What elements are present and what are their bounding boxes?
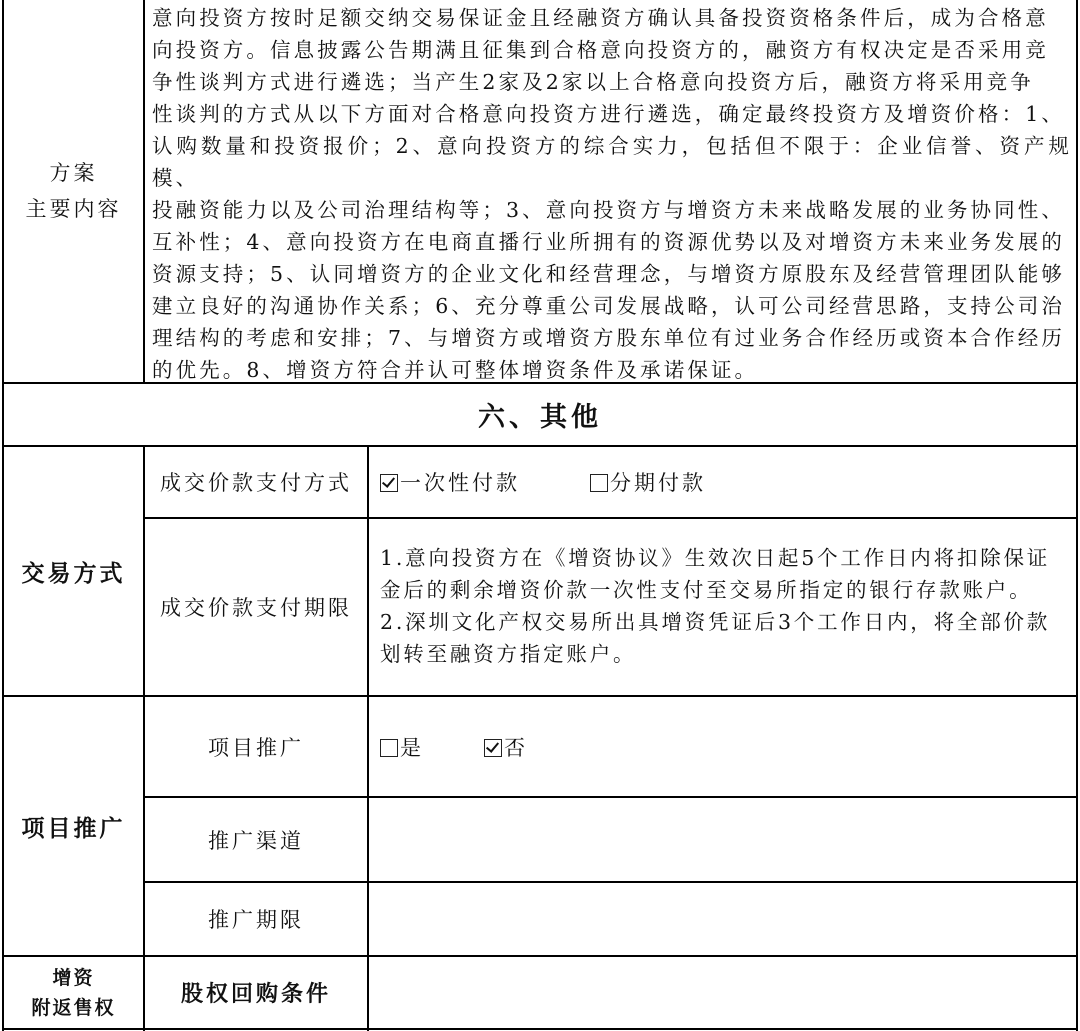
channel-label: 推广渠道 [208, 828, 304, 853]
plan-line: 的优先。8、增资方符合并认可整体增资条件及承诺保证。 [152, 358, 759, 382]
plan-line: 资源支持；5、认同增资方的企业文化和经营理念，与增资方原股东及经营管理团队能够 [152, 262, 1065, 286]
period-value [380, 883, 1070, 955]
plan-line: 互补性；4、意向投资方在电商直播行业所拥有的资源优势以及对增资方未来业务发展的 [152, 230, 1065, 254]
deadline-line: 1.意向投资方在《增资协议》生效次日起5个工作日内将扣除保证 [380, 546, 1051, 570]
unchecked-box-icon [380, 739, 398, 757]
option-installment[interactable]: 分期付款 [590, 467, 706, 497]
plan-line: 理结构的考虑和安排；7、与增资方或增资方股东单位有过业务合作经历或资本合作经历 [152, 326, 1065, 350]
plan-line: 争性谈判方式进行遴选；当产生2家及2家以上合格意向投资方后，融资方将采用竞争 [152, 70, 1034, 94]
unchecked-box-icon [590, 474, 608, 492]
plan-content [152, 2, 1072, 386]
plan-line: 认购数量和投资报价；2、意向投资方的综合实力，包括但不限于：企业信誉、资产规模、 [152, 134, 1072, 190]
table-border-right [1076, 0, 1078, 1031]
plan-label-line1: 方案 [49, 161, 98, 185]
payment-deadline-content [380, 542, 1070, 670]
promotion-label: 项目推广 [21, 814, 126, 842]
section-title-text: 六、其他 [478, 402, 602, 433]
payment-deadline-label: 成交价款支付期限 [160, 596, 352, 620]
plan-label-line2: 主要内容 [25, 197, 122, 221]
col-divider-2 [367, 445, 369, 1031]
project-promotion-options [380, 697, 1070, 796]
option-yes[interactable]: 是 [380, 732, 484, 762]
plan-line: 意向投资方按时足额交纳交易保证金且经融资方确认具备投资资格条件后，成为合格意 [152, 6, 1049, 30]
buyback-condition-value [380, 957, 1070, 1028]
option-lump-sum[interactable]: 一次性付款 [380, 467, 590, 497]
payment-method-label: 成交价款支付方式 [160, 471, 352, 495]
plan-line: 投融资能力以及公司治理结构等；3、意向投资方与增资方未来战略发展的业务协同性、 [152, 198, 1065, 222]
period-label: 推广期限 [208, 908, 304, 932]
plan-line: 向投资方。信息披露公告期满且征集到合格意向投资方的，融资方有权决定是否采用竞 [152, 38, 1049, 62]
plan-divider [143, 0, 145, 383]
checked-box-icon [380, 474, 398, 492]
plan-label [4, 0, 143, 382]
plan-line: 性谈判的方式从以下方面对合格意向投资方进行遴选，确定最终投资方及增资价格：1、 [152, 102, 1065, 126]
deadline-line: 划转至融资方指定账户。 [380, 642, 637, 666]
payment-method-options [380, 447, 1070, 517]
table-border-bottom [2, 1028, 1078, 1030]
transaction-label: 交易方式 [21, 559, 126, 587]
deadline-line: 2.深圳文化产权交易所出具增资凭证后3个工作日内，将全部价款 [380, 610, 1051, 634]
option-no[interactable]: 否 [484, 732, 528, 762]
buyback-condition-label: 股权回购条件 [180, 981, 331, 1007]
channel-value [380, 798, 1070, 881]
project-promotion-label: 项目推广 [208, 735, 304, 760]
buyback-label: 增资 附返售权 [31, 966, 116, 1019]
checked-box-icon [484, 739, 502, 757]
deadline-line: 金后的剩余增资价款一次性支付至交易所指定的银行存款账户。 [380, 578, 1033, 602]
section-title [4, 384, 1076, 445]
plan-line: 建立良好的沟通协作关系；6、充分尊重公司发展战略，认可公司经营思路，支持公司治 [152, 294, 1065, 318]
